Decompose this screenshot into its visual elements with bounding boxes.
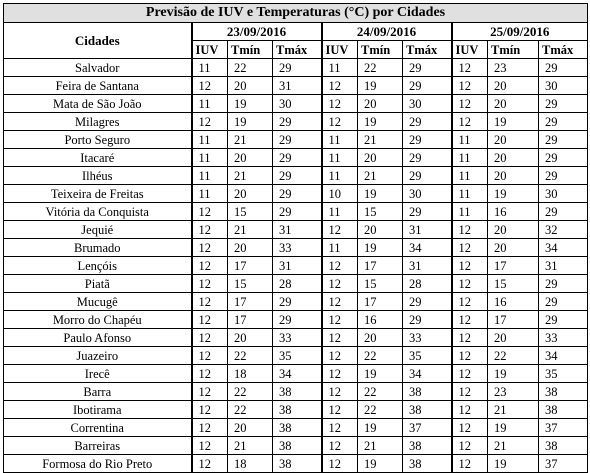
subheader-tmax: Tmáx xyxy=(403,41,452,59)
tmin-cell: 17 xyxy=(228,311,273,329)
city-name: Juazeiro xyxy=(4,347,192,365)
tmax-cell: 38 xyxy=(403,455,452,473)
tmin-cell: 17 xyxy=(228,257,273,275)
tmin-cell: 23 xyxy=(488,383,539,401)
title-row xyxy=(4,4,588,23)
iuv-cell: 12 xyxy=(192,455,228,473)
tmax-cell: 38 xyxy=(273,383,322,401)
subheader-tmax: Tmáx xyxy=(273,41,322,59)
table-row xyxy=(4,293,588,311)
tmin-cell: 21 xyxy=(358,167,403,185)
tmin-cell: 17 xyxy=(488,311,539,329)
table-row xyxy=(4,239,588,257)
tmin-cell: 20 xyxy=(488,221,539,239)
city-name: Feira de Santana xyxy=(4,77,192,95)
iuv-cell: 12 xyxy=(192,383,228,401)
tmax-cell: 30 xyxy=(273,95,322,113)
iuv-cell: 12 xyxy=(192,77,228,95)
tmax-cell: 34 xyxy=(539,347,588,365)
city-name: Piatã xyxy=(4,275,192,293)
tmax-cell: 29 xyxy=(539,113,588,131)
table-title: Previsão de IUV e Temperaturas (°C) por Cidades xyxy=(4,4,588,23)
table-row xyxy=(4,77,588,95)
tmin-cell: 22 xyxy=(358,347,403,365)
iuv-cell: 12 xyxy=(452,455,488,473)
tmin-cell: 22 xyxy=(228,59,273,77)
table-row xyxy=(4,365,588,383)
tmin-cell: 19 xyxy=(358,365,403,383)
tmin-cell: 20 xyxy=(228,329,273,347)
tmin-cell: 22 xyxy=(228,383,273,401)
iuv-cell: 11 xyxy=(192,185,228,203)
iuv-cell: 12 xyxy=(322,293,358,311)
tmax-cell: 35 xyxy=(273,347,322,365)
iuv-cell: 11 xyxy=(322,59,358,77)
iuv-cell: 12 xyxy=(192,365,228,383)
iuv-cell: 11 xyxy=(192,95,228,113)
subheader-tmin: Tmín xyxy=(488,41,539,59)
tmax-cell: 29 xyxy=(539,167,588,185)
iuv-cell: 12 xyxy=(192,437,228,455)
tmin-cell: 22 xyxy=(228,401,273,419)
tmax-cell: 29 xyxy=(539,131,588,149)
iuv-cell: 12 xyxy=(452,419,488,437)
iuv-cell: 12 xyxy=(322,77,358,95)
iuv-cell: 11 xyxy=(322,149,358,167)
date-header-row xyxy=(4,23,588,41)
table-row xyxy=(4,131,588,149)
date-header-3: 25/09/2016 xyxy=(452,23,588,41)
iuv-cell: 12 xyxy=(452,59,488,77)
iuv-cell: 12 xyxy=(192,257,228,275)
tmin-cell: 22 xyxy=(358,383,403,401)
iuv-cell: 12 xyxy=(192,113,228,131)
tmax-cell: 34 xyxy=(273,365,322,383)
iuv-cell: 12 xyxy=(322,347,358,365)
tmax-cell: 29 xyxy=(273,311,322,329)
table-body xyxy=(4,59,588,473)
table-row xyxy=(4,455,588,473)
city-name: Irecê xyxy=(4,365,192,383)
tmax-cell: 37 xyxy=(539,419,588,437)
tmin-cell: 21 xyxy=(358,437,403,455)
city-name: Ilhéus xyxy=(4,167,192,185)
tmax-cell: 29 xyxy=(403,113,452,131)
tmax-cell: 31 xyxy=(403,257,452,275)
tmin-cell: 21 xyxy=(358,131,403,149)
tmin-cell: 19 xyxy=(488,113,539,131)
tmin-cell: 15 xyxy=(358,203,403,221)
table-row xyxy=(4,401,588,419)
iuv-cell: 12 xyxy=(322,419,358,437)
iuv-cell: 12 xyxy=(452,437,488,455)
tmin-cell: 21 xyxy=(228,221,273,239)
table-row xyxy=(4,257,588,275)
tmin-cell: 21 xyxy=(228,131,273,149)
tmax-cell: 30 xyxy=(403,185,452,203)
tmin-cell: 17 xyxy=(358,293,403,311)
tmin-cell: 16 xyxy=(488,203,539,221)
iuv-cell: 12 xyxy=(192,347,228,365)
tmin-cell: 15 xyxy=(228,275,273,293)
tmin-cell: 20 xyxy=(228,77,273,95)
tmin-cell: 16 xyxy=(488,293,539,311)
tmin-cell: 20 xyxy=(488,149,539,167)
iuv-cell: 11 xyxy=(322,239,358,257)
table-row xyxy=(4,59,588,77)
tmax-cell: 29 xyxy=(539,203,588,221)
tmax-cell: 29 xyxy=(273,131,322,149)
tmax-cell: 29 xyxy=(539,275,588,293)
tmin-cell: 20 xyxy=(488,77,539,95)
iuv-cell: 11 xyxy=(322,203,358,221)
iuv-cell: 12 xyxy=(452,347,488,365)
city-name: Formosa do Rio Preto xyxy=(4,455,192,473)
tmin-cell: 15 xyxy=(358,275,403,293)
city-name: Jequié xyxy=(4,221,192,239)
tmin-cell: 19 xyxy=(488,185,539,203)
tmin-cell: 22 xyxy=(228,347,273,365)
tmax-cell: 38 xyxy=(403,401,452,419)
table-row xyxy=(4,275,588,293)
iuv-cell: 12 xyxy=(452,275,488,293)
iuv-cell: 12 xyxy=(322,455,358,473)
date-header-2: 24/09/2016 xyxy=(322,23,452,41)
iuv-cell: 12 xyxy=(322,311,358,329)
iuv-cell: 11 xyxy=(192,59,228,77)
city-name: Salvador xyxy=(4,59,192,77)
iuv-cell: 12 xyxy=(192,275,228,293)
tmin-cell: 18 xyxy=(228,365,273,383)
city-name: Barreiras xyxy=(4,437,192,455)
tmin-cell: 18 xyxy=(228,455,273,473)
city-name: Mucugê xyxy=(4,293,192,311)
iuv-cell: 12 xyxy=(452,329,488,347)
tmin-cell: 19 xyxy=(358,419,403,437)
tmin-cell: 19 xyxy=(358,185,403,203)
iuv-cell: 11 xyxy=(452,131,488,149)
tmin-cell: 17 xyxy=(358,257,403,275)
tmax-cell: 35 xyxy=(539,365,588,383)
iuv-cell: 12 xyxy=(452,221,488,239)
iuv-cell: 12 xyxy=(192,293,228,311)
tmax-cell: 38 xyxy=(403,383,452,401)
tmin-cell: 19 xyxy=(228,113,273,131)
city-name: Vitória da Conquista xyxy=(4,203,192,221)
iuv-cell: 11 xyxy=(192,149,228,167)
cidades-header: Cidades xyxy=(4,23,192,59)
tmin-cell: 20 xyxy=(358,95,403,113)
tmin-cell: 20 xyxy=(488,239,539,257)
tmin-cell: 20 xyxy=(228,419,273,437)
iuv-cell: 12 xyxy=(452,77,488,95)
tmin-cell: 19 xyxy=(488,455,539,473)
iuv-cell: 11 xyxy=(322,131,358,149)
tmin-cell: 20 xyxy=(228,239,273,257)
tmin-cell: 20 xyxy=(488,329,539,347)
city-name: Milagres xyxy=(4,113,192,131)
subheader-iuv: IUV xyxy=(322,41,358,59)
iuv-cell: 12 xyxy=(452,95,488,113)
iuv-cell: 12 xyxy=(322,401,358,419)
iuv-cell: 12 xyxy=(322,95,358,113)
iuv-cell: 12 xyxy=(322,257,358,275)
city-name: Teixeira de Freitas xyxy=(4,185,192,203)
iuv-cell: 12 xyxy=(452,401,488,419)
table-row xyxy=(4,419,588,437)
tmax-cell: 33 xyxy=(403,329,452,347)
iuv-cell: 12 xyxy=(322,365,358,383)
tmax-cell: 34 xyxy=(403,239,452,257)
iuv-cell: 12 xyxy=(452,257,488,275)
tmax-cell: 31 xyxy=(273,257,322,275)
tmax-cell: 31 xyxy=(273,77,322,95)
tmax-cell: 31 xyxy=(539,257,588,275)
tmax-cell: 29 xyxy=(273,167,322,185)
city-name: Brumado xyxy=(4,239,192,257)
tmin-cell: 21 xyxy=(488,437,539,455)
tmin-cell: 19 xyxy=(358,77,403,95)
city-name: Paulo Afonso xyxy=(4,329,192,347)
iuv-cell: 11 xyxy=(452,185,488,203)
tmin-cell: 20 xyxy=(358,221,403,239)
iuv-cell: 12 xyxy=(322,113,358,131)
table-row xyxy=(4,149,588,167)
table-row xyxy=(4,221,588,239)
iuv-cell: 12 xyxy=(322,221,358,239)
iuv-cell: 12 xyxy=(322,383,358,401)
tmax-cell: 29 xyxy=(539,293,588,311)
tmax-cell: 31 xyxy=(403,221,452,239)
tmax-cell: 29 xyxy=(403,167,452,185)
iuv-cell: 12 xyxy=(452,239,488,257)
tmax-cell: 29 xyxy=(403,77,452,95)
tmin-cell: 20 xyxy=(228,149,273,167)
tmax-cell: 28 xyxy=(273,275,322,293)
tmin-cell: 22 xyxy=(488,347,539,365)
tmax-cell: 38 xyxy=(539,383,588,401)
iuv-cell: 11 xyxy=(192,131,228,149)
tmax-cell: 29 xyxy=(539,311,588,329)
tmax-cell: 29 xyxy=(273,293,322,311)
tmin-cell: 21 xyxy=(228,167,273,185)
city-name: Porto Seguro xyxy=(4,131,192,149)
table-row xyxy=(4,95,588,113)
tmin-cell: 15 xyxy=(488,275,539,293)
tmin-cell: 20 xyxy=(228,185,273,203)
iuv-cell: 12 xyxy=(192,419,228,437)
tmax-cell: 29 xyxy=(403,293,452,311)
tmax-cell: 35 xyxy=(403,347,452,365)
iuv-cell: 11 xyxy=(192,167,228,185)
tmin-cell: 20 xyxy=(488,167,539,185)
iuv-cell: 12 xyxy=(322,329,358,347)
tmax-cell: 38 xyxy=(539,437,588,455)
tmax-cell: 30 xyxy=(403,95,452,113)
subheader-iuv: IUV xyxy=(192,41,228,59)
tmax-cell: 33 xyxy=(273,329,322,347)
tmax-cell: 29 xyxy=(539,95,588,113)
tmin-cell: 17 xyxy=(488,257,539,275)
tmax-cell: 30 xyxy=(539,185,588,203)
iuv-cell: 12 xyxy=(192,329,228,347)
tmax-cell: 33 xyxy=(273,239,322,257)
tmax-cell: 29 xyxy=(273,149,322,167)
tmax-cell: 29 xyxy=(539,149,588,167)
table-row xyxy=(4,167,588,185)
tmin-cell: 23 xyxy=(488,59,539,77)
iuv-cell: 12 xyxy=(192,203,228,221)
iuv-cell: 12 xyxy=(192,311,228,329)
iuv-cell: 12 xyxy=(452,311,488,329)
iuv-cell: 11 xyxy=(452,167,488,185)
iuv-cell: 12 xyxy=(452,383,488,401)
iuv-cell: 11 xyxy=(322,167,358,185)
tmax-cell: 29 xyxy=(539,59,588,77)
tmin-cell: 21 xyxy=(488,401,539,419)
tmax-cell: 38 xyxy=(273,419,322,437)
city-name: Ibotirama xyxy=(4,401,192,419)
city-name: Correntina xyxy=(4,419,192,437)
date-header-1: 23/09/2016 xyxy=(192,23,322,41)
tmax-cell: 30 xyxy=(539,77,588,95)
tmin-cell: 19 xyxy=(358,455,403,473)
tmax-cell: 29 xyxy=(273,113,322,131)
tmin-cell: 15 xyxy=(228,203,273,221)
tmax-cell: 38 xyxy=(273,455,322,473)
city-name: Mata de São João xyxy=(4,95,192,113)
tmax-cell: 29 xyxy=(403,203,452,221)
iuv-cell: 11 xyxy=(452,203,488,221)
tmin-cell: 19 xyxy=(358,113,403,131)
subheader-tmin: Tmín xyxy=(358,41,403,59)
tmax-cell: 38 xyxy=(273,401,322,419)
tmax-cell: 28 xyxy=(403,275,452,293)
tmin-cell: 22 xyxy=(358,401,403,419)
tmin-cell: 21 xyxy=(228,437,273,455)
iuv-cell: 12 xyxy=(452,365,488,383)
iuv-cell: 12 xyxy=(192,221,228,239)
table-row xyxy=(4,329,588,347)
tmin-cell: 19 xyxy=(228,95,273,113)
table-row xyxy=(4,311,588,329)
tmax-cell: 38 xyxy=(273,437,322,455)
forecast-table xyxy=(3,3,588,473)
table-row xyxy=(4,113,588,131)
iuv-cell: 12 xyxy=(322,275,358,293)
table-row xyxy=(4,347,588,365)
tmax-cell: 29 xyxy=(273,185,322,203)
tmin-cell: 19 xyxy=(488,419,539,437)
tmin-cell: 20 xyxy=(488,131,539,149)
tmax-cell: 29 xyxy=(403,131,452,149)
tmax-cell: 37 xyxy=(539,455,588,473)
tmax-cell: 32 xyxy=(539,221,588,239)
table-row xyxy=(4,383,588,401)
tmin-cell: 22 xyxy=(358,59,403,77)
tmin-cell: 19 xyxy=(488,365,539,383)
tmax-cell: 31 xyxy=(273,221,322,239)
iuv-cell: 10 xyxy=(322,185,358,203)
iuv-cell: 11 xyxy=(452,149,488,167)
subheader-tmax: Tmáx xyxy=(539,41,588,59)
tmin-cell: 16 xyxy=(358,311,403,329)
table-row xyxy=(4,185,588,203)
tmax-cell: 38 xyxy=(403,437,452,455)
table-row xyxy=(4,203,588,221)
tmin-cell: 20 xyxy=(358,329,403,347)
tmin-cell: 17 xyxy=(228,293,273,311)
tmax-cell: 33 xyxy=(539,329,588,347)
tmax-cell: 29 xyxy=(273,203,322,221)
tmin-cell: 20 xyxy=(358,149,403,167)
subheader-iuv: IUV xyxy=(452,41,488,59)
iuv-cell: 12 xyxy=(192,239,228,257)
tmax-cell: 29 xyxy=(403,149,452,167)
subheader-tmin: Tmín xyxy=(228,41,273,59)
tmin-cell: 20 xyxy=(488,95,539,113)
city-name: Itacaré xyxy=(4,149,192,167)
tmax-cell: 34 xyxy=(403,365,452,383)
city-name: Morro do Chapéu xyxy=(4,311,192,329)
iuv-cell: 12 xyxy=(192,401,228,419)
tmin-cell: 19 xyxy=(358,239,403,257)
tmax-cell: 29 xyxy=(403,311,452,329)
iuv-cell: 12 xyxy=(452,293,488,311)
tmax-cell: 37 xyxy=(403,419,452,437)
tmax-cell: 38 xyxy=(539,401,588,419)
iuv-cell: 12 xyxy=(322,437,358,455)
tmax-cell: 34 xyxy=(539,239,588,257)
tmax-cell: 29 xyxy=(403,59,452,77)
city-name: Barra xyxy=(4,383,192,401)
tmax-cell: 29 xyxy=(273,59,322,77)
iuv-cell: 12 xyxy=(452,113,488,131)
city-name: Lençóis xyxy=(4,257,192,275)
